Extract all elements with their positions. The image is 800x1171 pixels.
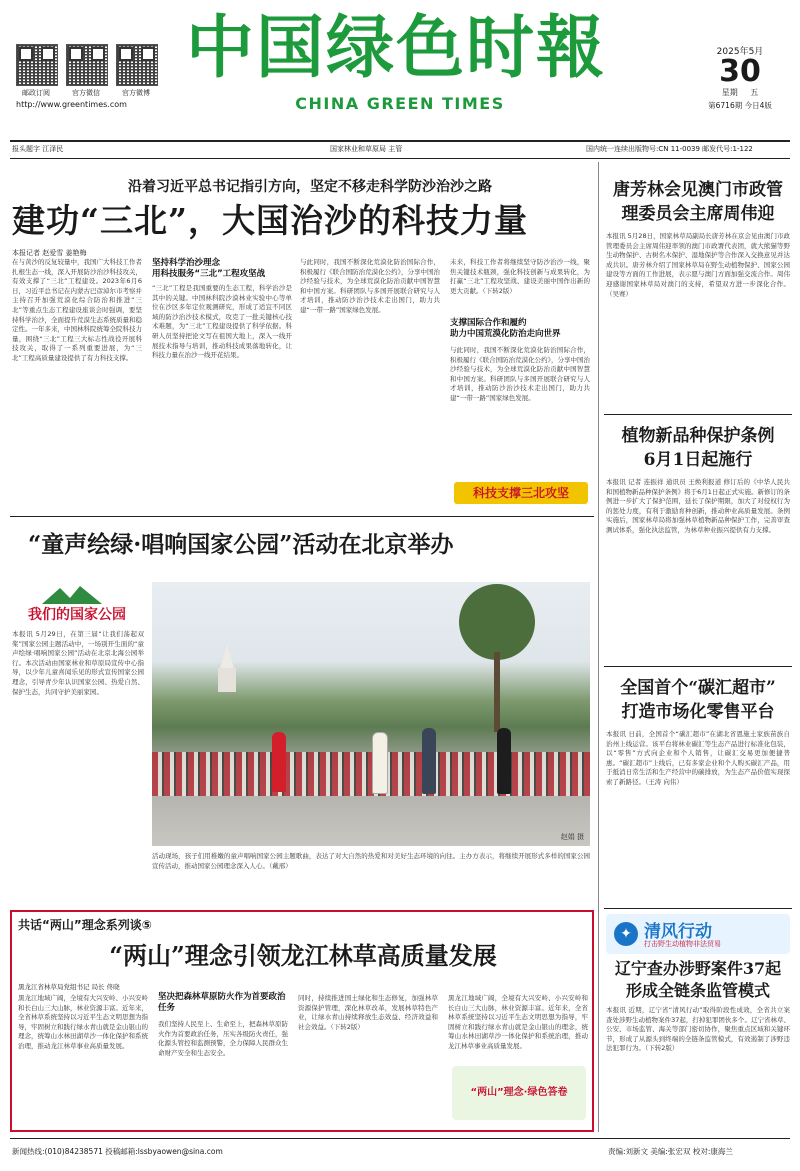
series-subhead: 坚决把森林草原防火作为首要政治任务 xyxy=(158,992,286,1013)
park-photo[interactable] xyxy=(152,582,590,846)
bird-icon: ✦ xyxy=(614,922,638,946)
series-badge xyxy=(452,1066,586,1120)
right4-logo xyxy=(606,914,790,954)
right4-logo-text: 清风行动 xyxy=(644,922,712,942)
qr-label-2[interactable]: 官方微信 xyxy=(72,89,100,97)
right1-title[interactable]: 唐芳林会见澳门市政管理委员会主席周伟迎 xyxy=(613,180,783,224)
masthead-title-en: CHINA GREEN TIMES xyxy=(295,94,505,113)
info-right: 国内统一连续出版物号:CN 11-0039 邮发代号:1-122 xyxy=(586,145,753,153)
info-bar xyxy=(12,144,788,156)
lead-col-1: 在与黄沙的反复较量中，我国广大科技工作者扎根生态一线，深入开展防沙治沙科技攻关，有效支撑了“三北”工程建设。2023年6月6日，习近平总书记在内蒙古巴彦淖尔市考察并主持召开加强荒漠化综合防治和推进“三北”等重点生态工程建设座谈会时强调，要坚持科学治沙，全面提升荒漠生态系统质量和稳定性。一年多来，中国林科院统筹全院科技力量，围绕“三北”工程三大标志性战役开展科技攻关，取得了一系列重要进展，为“三北”工程高质量建设提供了有力科技支撑。 xyxy=(12,258,142,362)
lead-col-3: 与此同时，我国不断深化荒漠化防治国际合作，积极履行《联合国防治荒漠化公约》，分享中国治沙经验与技术，为全球荒漠化防治贡献中国智慧和中国方案。科研团队与多国开展联合研究与人才培训，推动防沙治沙技术走出国门，助力共建“一带一路”国家绿色发展。 xyxy=(300,258,440,314)
right2-text: 本报讯 记者 连振祥 通讯员 王焕利报道 修订后的《中华人民共和国植物新品种保护条例》将于6月1日起正式实施。新修订的条例进一步扩大了保护范围，延长了保护期限，加大了对侵权行为的惩处力度，有利于激励育种创新，推动种业高质量发展。条例实施后，国家林草局将加强林草植物新品种保护工作，完善审查测试体系，强化执法监管，为林草种业振兴提供有力支撑。 xyxy=(606,478,790,534)
right4-text: 本报讯 近期，辽宁省“清风行动”取得阶段性成效，全省共立案查处涉野生动植物案件37起，打掉犯罪团伙多个。辽宁省林草、公安、市场监管、海关等部门密切协作，聚焦重点区域和关键环节，形成了从源头到终端的全链条监管模式，有效遏制了涉野违法犯罪行为。（下转2版） xyxy=(606,1006,790,1053)
qr-code-wechat[interactable] xyxy=(66,44,108,86)
series-title[interactable]: “两山”理念引领龙江林草高质量发展 xyxy=(109,941,497,970)
lead-subhead-1 xyxy=(152,258,292,280)
park-title[interactable]: “童声绘绿·唱响国家公园”活动在北京举办 xyxy=(28,531,454,558)
info-center: 国家林业和草原局 主管 xyxy=(330,145,403,153)
weekday: 五 xyxy=(750,88,759,97)
day: 30 xyxy=(719,54,761,89)
footer-left: 新闻热线:(010)84238571 投稿邮箱:lssbyaowen@sina.com xyxy=(12,1147,223,1156)
right-rule-1 xyxy=(604,414,792,415)
series-text-d: 黑龙江地域广阔，全境有大兴安岭、小兴安岭和长白山三大山脉，林业资源丰富。近年来，全省林草系统坚持以习近平生态文明思想为指导，牢固树立和践行绿水青山就是金山银山的理念，统筹山水林田湖草沙一体化保护和系统治理，推动龙江林草事业高质量发展。 xyxy=(448,994,588,1050)
lead-byline: 本报记者 赵爱雪 姜艳梅 xyxy=(12,249,87,257)
weekday-label: 星期 xyxy=(721,88,738,97)
performer-dark-1 xyxy=(422,728,436,794)
masthead xyxy=(0,0,800,140)
right3-text: 本报讯 日前，全国首个“碳汇超市”在湖北省恩施土家族苗族自治州上线运营。该平台将林业碳汇等生态产品进行标准化包装，以“零售”方式向企业和个人销售，让碳汇交易更加便捷普惠。“碳汇超市”上线后，已有多家企业和个人购买碳汇产品，用于抵消日常生活和生产经营中的碳排放，为生态产品价值实现探索了新路径。（王涛 向伟） xyxy=(606,730,790,786)
tree-icon xyxy=(452,582,542,732)
lead-col-4b: 与此同时，我国不断深化荒漠化防治国际合作，积极履行《联合国防治荒漠化公约》，分享中国治沙经验与技术，为全球荒漠化防治贡献中国智慧和中国方案。科研团队与多国开展联合研究与人才培训，推动防沙治沙技术走出国门，助力共建“一带一路”国家绿色发展。 xyxy=(450,346,590,402)
right-rule-2 xyxy=(604,666,792,667)
lead-col-4: 未来，科技工作者将继续坚守防沙治沙一线，聚焦关键技术瓶颈，强化科技创新与成果转化，为打赢“三北”工程攻坚战、建设美丽中国作出新的更大贡献。（下转2版） xyxy=(450,258,590,295)
qr-code-subscription[interactable] xyxy=(116,44,158,86)
issue-date-block xyxy=(690,44,790,111)
performer-red xyxy=(272,732,286,792)
series-text-a: 黑龙江地域广阔，全境有大兴安岭、小兴安岭和长白山三大山脉，林业资源丰富。近年来，全省林草系统坚持以习近平生态文明思想为指导，牢固树立和践行绿水青山就是金山银山的理念，统筹山水林田湖草沙一体化保护和系统治理，推动龙江林草事业高质量发展。 xyxy=(18,994,148,1050)
masthead-rule xyxy=(10,140,790,142)
series-badge-text: “两山”理念·绿色答卷 xyxy=(470,1087,568,1098)
park-section-logo xyxy=(12,584,142,624)
website-url[interactable]: http://www.greentimes.com xyxy=(16,100,127,109)
mountain-icon xyxy=(42,584,102,604)
right-rule-3 xyxy=(604,908,792,909)
series-label: 共话“两山”理念系列谈⑤ xyxy=(18,918,152,932)
lead-bottom-rule xyxy=(10,516,594,517)
park-left-text: 本报讯 5月29日，在第三届“让我们荡起双桨”国家公园主题活动中，一场别开生面的“童声绘绿·唱响国家公园”活动在北京北海公园举行。本次活动由国家林业和草原局宣传中心指导，以少年儿童喜闻乐见的形式宣传国家公园理念，引导青少年认识国家公园、热爱自然、保护生态，共同守护美丽家园。 xyxy=(12,630,144,696)
park-section-logo-text: 我们的国家公园 xyxy=(28,607,126,623)
right4-logo-sub: 打击野生动植物非法贸易 xyxy=(644,940,721,948)
choir xyxy=(152,752,590,796)
lead-badge-text: 科技支撑三北攻坚 xyxy=(472,486,569,500)
lead-col-2: “三北”工程是我国重要的生态工程，科学治沙是其中的关键。中国林科院沙漠林业实验中心等单位在沙区多年定位观测研究，形成了适宜不同区域的防沙治沙技术模式，攻克了一批关键核心技术难题，为“三北”工程建设提供了科学依据。科研人员坚持把论文写在祖国大地上，深入一线开展技术指导与培训，推动科技成果落地转化，让科技力量在治沙一线开花结果。 xyxy=(152,284,292,360)
lead-kicker: 沿着习近平总书记指引方向，坚定不移走科学防沙治沙之路 xyxy=(128,179,492,195)
pagoda-icon xyxy=(212,644,242,704)
qr-code-new-media[interactable] xyxy=(16,44,58,86)
lead-badge xyxy=(454,482,588,504)
info-left: 报头题字 江泽民 xyxy=(12,145,64,153)
masthead-title: 中国绿色时報 xyxy=(186,8,607,88)
qr-label-3[interactable]: 官方微博 xyxy=(122,89,150,97)
qr-label-1[interactable]: 邮政订阅 xyxy=(22,89,50,97)
photo-credit: 赵娟 摄 xyxy=(560,833,584,841)
lead-subhead-2 xyxy=(450,318,590,340)
column-divider xyxy=(598,162,599,1132)
performer-white xyxy=(372,732,388,794)
right2-title[interactable]: 植物新品种保护条例 6月1日起施行 xyxy=(621,426,775,470)
series-text-c: 同时，持续推进国土绿化和生态修复，加强林草资源保护管理，深化林草改革，发展林草特色产业，让绿水青山持续释放生态效益、经济效益和社会效益。（下转2版） xyxy=(298,994,438,1031)
park-bottom-text: 活动现场，孩子们用稚嫩的童声唱响国家公园主题歌曲，表达了对大自然的热爱和对美好生态环境的向往。主办方表示，将继续开展形式多样的国家公园宣传活动，推动国家公园理念深入人心。（戴邢） xyxy=(152,852,590,870)
series-text-b: 我们坚持人民至上、生命至上，把森林草原防火作为首要政治任务，压实各级防火责任，强化源头管控和监测预警，全力保障人民群众生命财产安全和生态安全。 xyxy=(158,1020,288,1057)
info-rule xyxy=(10,158,790,159)
year-month: 2025年5月 xyxy=(716,47,764,57)
series-byline: 黑龙江省林草局党组书记 局长 佟晓 xyxy=(18,983,120,991)
lead-subhead-1-text: 坚持科学治沙理念 用科技服务“三北”工程攻坚战 xyxy=(152,258,266,279)
right4-title[interactable]: 辽宁查办涉野案件37起 形成全链条监管模式 xyxy=(614,959,782,1000)
footer-right: 责编:刘新文 美编:张宏双 校对:康海兰 xyxy=(608,1147,733,1156)
issue-number: 第6716期 今日4版 xyxy=(708,101,772,110)
performer-dark-2 xyxy=(497,728,511,794)
right1-text: 本报讯 5月28日，国家林草局副局长唐芳林在京会见由澳门市政管理委员会主席周伟迎率领的澳门市政署代表团，就大熊猫等野生动物保护、古树名木保护、湿地保护等合作深入交换意见并达成共识。唐芳林介绍了国家林草局在野生动植物保护、国家公园建设等方面的工作进展，表示愿与澳门方面加强交流合作。周伟迎感谢国家林草局对澳门的支持，希望双方进一步深化合作。（吴赛） xyxy=(606,232,790,298)
footer-rule xyxy=(10,1138,790,1139)
lead-subhead-2-text: 支撑国际合作和履约 助力中国荒漠化防治走向世界 xyxy=(450,318,561,339)
right3-title[interactable]: 全国首个“碳汇超市” 打造市场化零售平台 xyxy=(620,678,776,722)
lead-title[interactable]: 建功“三北”，大国治沙的科技力量 xyxy=(12,201,528,240)
